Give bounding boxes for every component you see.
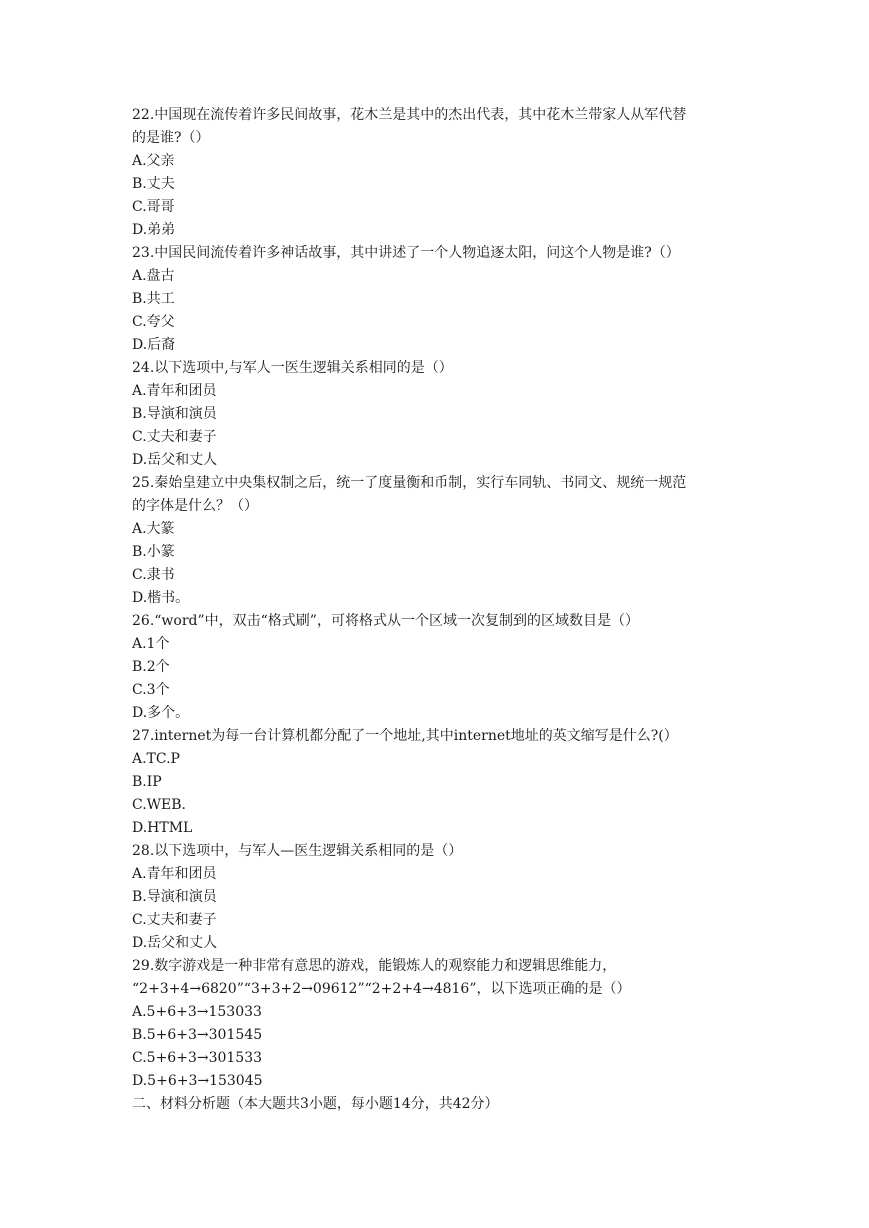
option-a: A.青年和团员	[132, 866, 217, 882]
option-b: B.导演和演员	[132, 406, 217, 422]
option-a: A.父亲	[132, 153, 175, 169]
option-d: D.弟弟	[132, 222, 176, 238]
question-stem-line: 23.中国民间流传着许多神话故事，其中讲述了一个人物追逐太阳，问这个人物是谁?（）	[132, 245, 680, 261]
question-stem	[132, 725, 742, 748]
question-stem-line: 28.以下选项中，与军人—医生逻辑关系相同的是（）	[132, 843, 463, 859]
option-b: B.小篆	[132, 544, 175, 560]
section-heading: 二、材料分析题（本大题共3小题，每小题14分，共42分）	[132, 1096, 499, 1112]
question-stem	[132, 357, 742, 380]
option-b: B.5+6+3→301545	[132, 1027, 263, 1043]
question-24	[132, 357, 742, 472]
option-c: C.哥哥	[132, 199, 175, 215]
option-c: C.丈夫和妻子	[132, 912, 217, 928]
option-c: C.3个	[132, 682, 170, 698]
option-a: A.盘古	[132, 268, 175, 284]
option-b: B.共工	[132, 291, 175, 307]
question-stem	[132, 955, 742, 1001]
question-26	[132, 610, 742, 725]
option-d: D.楷书。	[132, 590, 190, 606]
question-28	[132, 840, 742, 955]
option-a: A.TC.P	[132, 751, 180, 767]
option-c: C.隶书	[132, 567, 175, 583]
option-b: B.丈夫	[132, 176, 175, 192]
question-stem-line: 的字体是什么？（）	[132, 498, 258, 514]
option-c: C.5+6+3→301533	[132, 1050, 263, 1066]
question-stem-line: 24.以下选项中,与军人一医生逻辑关系相同的是（）	[132, 360, 453, 376]
option-a: A.青年和团员	[132, 383, 217, 399]
question-stem	[132, 104, 742, 150]
question-stem	[132, 472, 742, 518]
question-stem-line: 25.秦始皇建立中央集权制之后，统一了度量衡和币制，实行车同轨、书同文、规统一规范	[132, 475, 687, 491]
option-c: C.丈夫和妻子	[132, 429, 217, 445]
question-27	[132, 725, 742, 840]
question-stem-line: 26.“word”中，双击“格式刷”，可将格式从一个区域一次复制到的区域数目是（）	[132, 613, 639, 629]
question-stem-line: 29.数字游戏是一种非常有意思的游戏，能锻炼人的观察能力和逻辑思维能力，	[132, 958, 617, 974]
question-stem	[132, 610, 742, 633]
option-d: D.HTML	[132, 820, 193, 836]
option-a: A.5+6+3→153033	[132, 1004, 262, 1020]
question-stem-line: “2+3+4→6820”“3+3+2→09612”“2+2+4→4816”，以下选项正确的是（）	[132, 981, 631, 997]
question-29	[132, 955, 742, 1093]
option-a: A.1个	[132, 636, 170, 652]
option-d: D.5+6+3→153045	[132, 1073, 263, 1089]
question-stem-line: 的是谁?（）	[132, 130, 210, 146]
option-b: B.2个	[132, 659, 170, 675]
option-d: D.岳父和丈人	[132, 452, 218, 468]
question-22	[132, 104, 742, 242]
question-stem-line: 27.internet为每一台计算机都分配了一个地址,其中internet地址的英文缩写是什么?(）	[132, 728, 678, 744]
question-stem-line: 22.中国现在流传着许多民间故事，花木兰是其中的杰出代表，其中花木兰带家人从军代替	[132, 107, 687, 123]
question-25	[132, 472, 742, 610]
question-23	[132, 242, 742, 357]
option-d: D.多个。	[132, 705, 190, 721]
option-b: B.IP	[132, 774, 162, 790]
option-c: C.WEB.	[132, 797, 187, 813]
option-d: D.后裔	[132, 337, 176, 353]
option-a: A.大篆	[132, 521, 175, 537]
option-d: D.岳父和丈人	[132, 935, 218, 951]
option-b: B.导演和演员	[132, 889, 217, 905]
option-c: C.夸父	[132, 314, 175, 330]
question-stem	[132, 840, 742, 863]
question-stem	[132, 242, 742, 265]
document-page	[132, 104, 742, 1116]
